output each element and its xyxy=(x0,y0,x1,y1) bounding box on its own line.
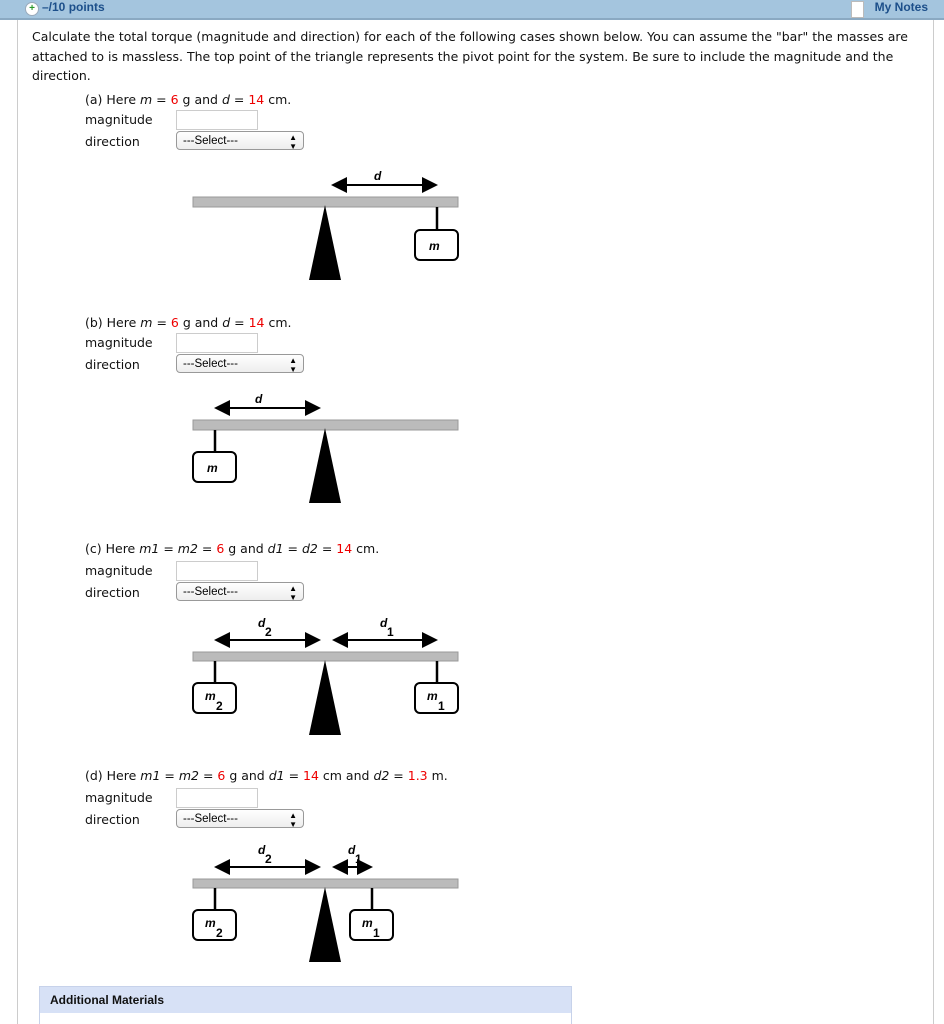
svg-text:1: 1 xyxy=(438,699,445,713)
svg-text:m: m xyxy=(427,689,438,703)
diagram-b xyxy=(193,392,458,503)
svg-text:1: 1 xyxy=(355,852,362,866)
part-a-text: (a) Here m = 6 g and d = 14 cm. xyxy=(85,92,292,107)
part-b-text: (b) Here m = 6 g and d = 14 cm. xyxy=(85,315,292,330)
magnitude-label: magnitude xyxy=(85,790,153,805)
svg-text:d: d xyxy=(258,616,266,630)
svg-text:1: 1 xyxy=(387,625,394,639)
svg-text:d: d xyxy=(258,843,266,857)
direction-label: direction xyxy=(85,585,140,600)
my-notes-link[interactable]: My Notes xyxy=(874,0,928,14)
expand-plus-icon[interactable]: + xyxy=(25,2,39,16)
direction-label: direction xyxy=(85,357,140,372)
select-value: ---Select--- xyxy=(183,358,238,370)
additional-materials-panel xyxy=(39,986,572,1024)
magnitude-label: magnitude xyxy=(85,335,153,350)
magnitude-label: magnitude xyxy=(85,563,153,578)
svg-text:m: m xyxy=(429,239,440,253)
svg-text:m: m xyxy=(207,461,218,475)
svg-text:d: d xyxy=(255,392,263,406)
svg-text:2: 2 xyxy=(265,852,272,866)
additional-materials-heading: Additional Materials xyxy=(40,987,571,1013)
magnitude-label: magnitude xyxy=(85,112,153,127)
svg-text:d: d xyxy=(374,169,382,183)
part-c-text: (c) Here m1 = m2 = 6 g and d1 = d2 = 14 cm. xyxy=(85,541,380,556)
diagram-c xyxy=(193,616,458,735)
select-arrows-icon: ▲ ▼ xyxy=(289,133,297,151)
svg-text:1: 1 xyxy=(373,926,380,940)
select-value: ---Select--- xyxy=(183,135,238,147)
direction-label: direction xyxy=(85,134,140,149)
points-label: –/10 points xyxy=(42,0,105,14)
diagram-a xyxy=(193,169,458,280)
svg-text:2: 2 xyxy=(216,926,223,940)
svg-text:2: 2 xyxy=(216,699,223,713)
select-value: ---Select--- xyxy=(183,586,238,598)
select-arrows-icon: ▲ ▼ xyxy=(289,584,297,602)
svg-text:m: m xyxy=(205,689,216,703)
svg-text:2: 2 xyxy=(265,625,272,639)
select-value: ---Select--- xyxy=(183,813,238,825)
svg-text:d: d xyxy=(348,843,356,857)
part-d-text: (d) Here m1 = m2 = 6 g and d1 = 14 cm and d2 = 1.3 m. xyxy=(85,768,448,783)
select-arrows-icon: ▲ ▼ xyxy=(289,356,297,374)
svg-text:m: m xyxy=(362,916,373,930)
question-intro: Calculate the total torque (magnitude and direction) for each of the following cases shown below. You can assume the "bar" the masses are attached to is massless. The top point of the triangle represents the pivot point for the system. Be sure to include the magnitude and the direction. xyxy=(32,29,908,83)
diagram-d xyxy=(193,843,458,962)
select-arrows-icon: ▲ ▼ xyxy=(289,811,297,829)
direction-label: direction xyxy=(85,812,140,827)
svg-text:d: d xyxy=(380,616,388,630)
svg-text:m: m xyxy=(205,916,216,930)
